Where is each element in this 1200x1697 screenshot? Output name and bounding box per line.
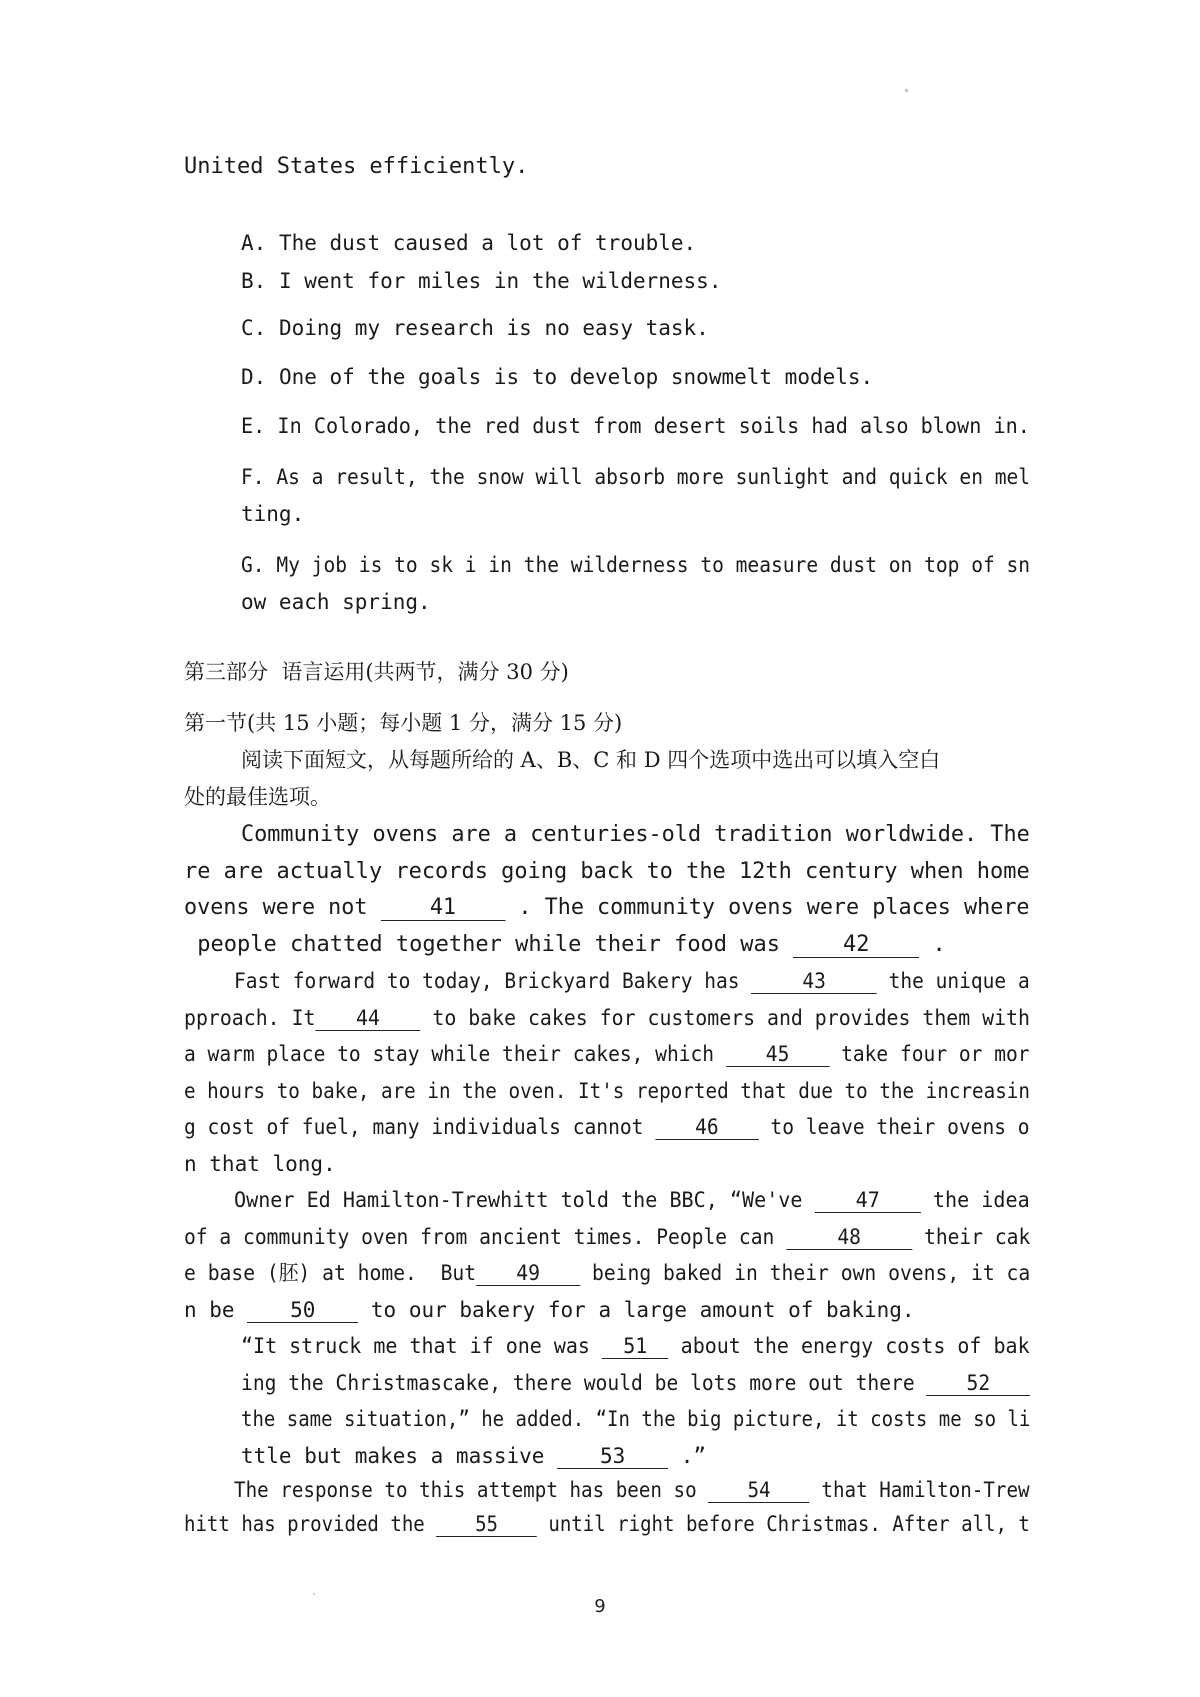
option-text: The dust caused a lot of trouble. [278,231,697,255]
section-subheading: 第一节(共 15 小题；每小题 1 分，满分 15 分) [184,711,623,735]
passage-line: The response to this attempt has been so 54 that Hamilton-Trew [234,1478,1030,1502]
passage-line: people chatted together while their food was 42 . [184,932,946,957]
scan-speck [905,89,908,92]
option-text: Doing my research is no easy task. [278,316,709,340]
blank-43: 43 [751,969,877,994]
option-label: F. [241,465,265,489]
blank-49: 49 [476,1261,580,1286]
blank-50: 50 [247,1298,358,1323]
passage-line: ovens were not 41 . The community ovens were places where [184,895,1030,920]
passage-line: re are actually records going back to the 12th century when home [184,859,1030,884]
continuation-text: United States efficiently. [184,154,529,179]
option-g-continued: ow each spring. [241,590,431,614]
passage-line: Community ovens are a centuries-old tradition worldwide. The [241,822,1030,847]
blank-48: 48 [786,1225,912,1250]
option-e [241,411,1030,441]
passage-line: the same situation,” he added. “In the big picture, it costs me so li [241,1407,1031,1431]
option-f [241,462,1030,492]
passage-line: pproach. It 44 to bake cakes for customers and provides them with [184,1006,1030,1030]
blank-53: 53 [557,1444,668,1469]
option-b [241,266,721,296]
option-text: I went for miles in the wilderness. [278,269,722,293]
option-label: G. [241,553,265,577]
passage-line: ttle but makes a massive 53 .” [241,1444,707,1468]
blank-52: 52 [927,1371,1031,1396]
option-g [241,550,1030,580]
blank-46: 46 [655,1115,758,1140]
blank-47: 47 [815,1188,921,1213]
option-label: B. [241,269,267,293]
option-d [241,362,873,392]
passage-line: hitt has provided the 55 until right before Christmas. After all, t [184,1512,1030,1536]
passage-line: n be 50 to our bakery for a large amount of baking. [184,1298,915,1322]
option-c [241,313,709,343]
section-heading: 第三部分 语言运用(共两节，满分 30 分) [184,660,569,684]
passage-line: a warm place to stay while their cakes, which 45 take four or mor [184,1042,1030,1066]
passage-line: n that long. [184,1152,336,1176]
option-a [241,228,696,258]
option-label: D. [241,365,267,389]
passage-line: e hours to bake, are in the oven. It's reported that due to the increasin [184,1079,1030,1103]
scan-speck [313,1593,315,1595]
passage-line: g cost of fuel, many individuals cannot 46 to leave their ovens o [184,1115,1030,1139]
blank-44: 44 [315,1006,420,1031]
option-text: As a result, the snow will absorb more sunlight and quick en mel [276,465,1031,489]
instructions-line-1: 阅读下面短文，从每题所给的 A、B、C 和 D 四个选项中选出可以填入空白 [241,748,941,772]
passage-line: Owner Ed Hamilton-Trewhitt told the BBC, “We've 47 the idea [234,1188,1030,1212]
passage-line: of a community oven from ancient times. People can 48 their cak [184,1225,1031,1249]
page-number: 9 [594,1596,606,1617]
option-label: E. [241,414,266,438]
instructions-line-2: 处的最佳选项。 [184,785,331,809]
blank-51: 51 [602,1334,669,1359]
passage-line: Fast forward to today, Brickyard Bakery has 43 the unique a [234,969,1030,993]
option-label: A. [241,231,267,255]
blank-45: 45 [726,1042,829,1067]
option-text: In Colorado, the red dust from desert soils had also blown in. [277,414,1030,438]
passage-line: “It struck me that if one was 51 about the energy costs of bak [241,1334,1030,1358]
blank-54: 54 [708,1478,810,1503]
option-label: C. [241,316,267,340]
passage-line: e base (胚) at home. But 49 being baked in their own ovens, it ca [184,1261,1031,1285]
blank-41: 41 [381,896,506,921]
blank-42: 42 [793,933,919,958]
option-text: My job is to sk i in the wilderness to measure dust on top of sn [276,553,1031,577]
option-f-continued: ting. [241,502,305,526]
option-text: One of the goals is to develop snowmelt models. [278,365,874,389]
passage-line: ing the Christmascake, there would be lots more out there 52 [241,1368,1030,1398]
blank-55: 55 [436,1512,537,1537]
